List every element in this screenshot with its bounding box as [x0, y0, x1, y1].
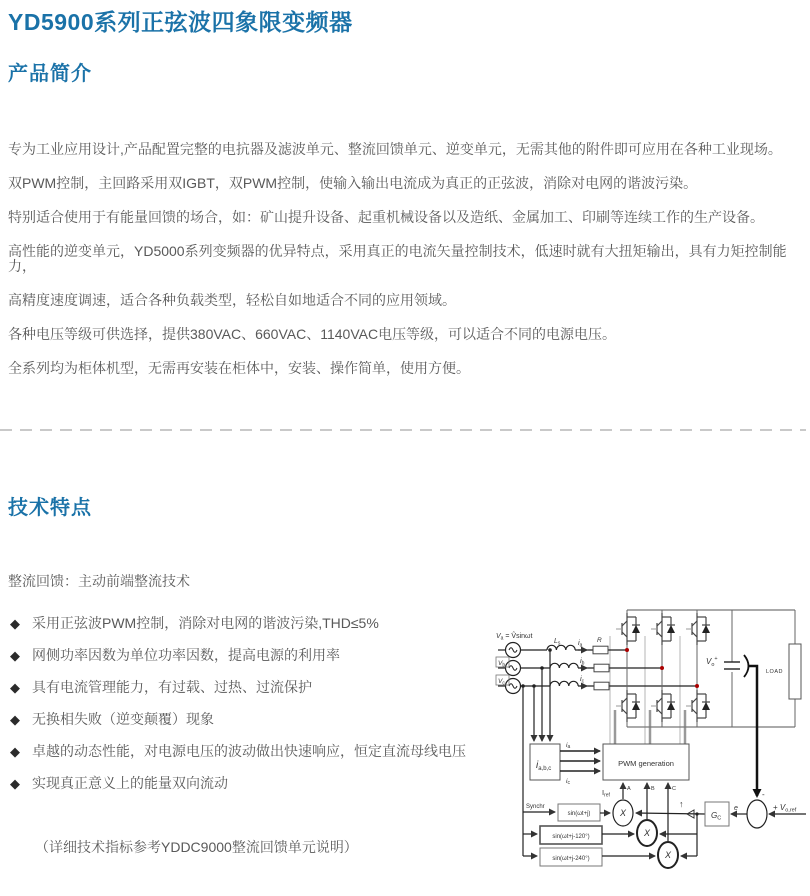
- phase-lines: [521, 645, 698, 690]
- sine-c-label: sin(ωt+j-240°): [552, 856, 590, 862]
- intro-paragraph: 高精度速度调速，适合各种负载类型，轻松自如地适合不同的应用领域。: [8, 292, 456, 308]
- feature-item: [10, 648, 466, 663]
- feature-text: 实现真正意义上的能量双向流动: [32, 775, 228, 791]
- minus-sign-label: -: [762, 790, 765, 799]
- current-c-label: $i_c$: [580, 674, 585, 685]
- intro-paragraph: 全系列均为柜体机型，无需再安装在柜体中，安装、操作简单，使用方便。: [8, 360, 470, 376]
- feature-intro-line: 整流回馈：主动前端整流技术: [8, 573, 190, 589]
- diamond-bullet-icon: ◆: [10, 776, 20, 791]
- diamond-bullet-icon: ◆: [10, 648, 20, 663]
- current-b-label: $i_b$: [580, 656, 585, 667]
- pwm-box-label: PWM generation: [618, 759, 674, 768]
- dc-voltage-label: $V_o^+$: [706, 656, 718, 668]
- circuit-diagram: [490, 596, 810, 881]
- sine-b-label: sin(ωt+j-120°): [552, 834, 590, 840]
- ac-sources: [496, 643, 521, 694]
- box-current-c-label: ic: [566, 778, 570, 787]
- multiplier-c-label: X: [664, 850, 672, 860]
- feature-item: [10, 616, 466, 631]
- load-label: LOAD: [766, 669, 783, 675]
- feature-item: [10, 712, 466, 727]
- feature-item: [10, 744, 466, 759]
- phase-b-label: B: [651, 786, 655, 792]
- box-current-a-label: ia: [566, 742, 571, 751]
- feature-text: 具有电流管理能力，有过载、过热、过流保护: [32, 679, 312, 695]
- current-a-label: $i_a$: [578, 638, 583, 649]
- iref-label: $I_{ref}$: [602, 788, 610, 799]
- feature-item: [10, 680, 466, 695]
- sync-label: Synchr: [526, 804, 545, 810]
- intro-paragraphs: [8, 142, 804, 395]
- resistor-label: R: [597, 637, 602, 644]
- intro-paragraph: 专为工业应用设计,产品配置完整的电抗器及滤波单元、整流回馈单元、逆变单元，无需其他的附件即可应用在各种工业现场。: [8, 141, 782, 157]
- diamond-bullet-icon: ◆: [10, 744, 20, 759]
- dc-bus-and-load: [724, 610, 801, 727]
- section-heading-tech-features: 技术特点: [8, 497, 92, 519]
- feature-item: [10, 776, 466, 791]
- source-formula-label: $V_a$ = V̂sinωt: [496, 633, 533, 642]
- diamond-bullet-icon: ◆: [10, 680, 20, 695]
- page-title: YD5900系列正弦波四象限变频器: [8, 9, 353, 35]
- footnote: （详细技术指标参考YDDC9000整流回馈单元说明）: [35, 839, 358, 855]
- multiplier-a-label: X: [619, 808, 627, 818]
- feature-text: 采用正弦波PWM控制，消除对电网的谐波污染,THD≤5%: [32, 615, 379, 631]
- diamond-bullet-icon: ◆: [10, 616, 20, 631]
- intro-paragraph: 各种电压等级可供选择，提供380VAC、660VAC、1140VAC电压等级，可以适合不同的电源电压。: [8, 326, 617, 342]
- source-c-label: $V_c$: [498, 678, 505, 687]
- diamond-bullet-icon: ◆: [10, 712, 20, 727]
- feature-list: [10, 616, 466, 791]
- intro-paragraph: 特别适合使用于有能量回馈的场合，如：矿山提升设备、起重机械设备以及造纸、金属加工、印刷等连续工作的生产设备。: [8, 209, 764, 225]
- vref-label: + Vo,ref: [773, 803, 797, 814]
- up-arrow-icon: ↑: [679, 799, 684, 809]
- intro-paragraph: 双PWM控制，主回路采用双IGBT，双PWM控制，使输入输出电流成为真正的正弦波，消除对电网的谐波污染。: [8, 175, 698, 191]
- feature-text: 无换相失败（逆变颠覆）现象: [32, 711, 214, 727]
- dashed-divider: [0, 429, 806, 431]
- section-heading-product-intro: 产品简介: [8, 63, 92, 85]
- sine-a-label: sin(ωt+j): [567, 811, 591, 817]
- voltage-feedback-line: [749, 666, 757, 796]
- feature-text: 网侧功率因数为单位功率因数，提高电源的利用率: [32, 647, 340, 663]
- phase-c-label: C: [672, 786, 676, 792]
- source-b-label: $V_b$: [498, 660, 506, 669]
- current-box-label: $i_{a,b,c}$: [536, 760, 552, 772]
- inductor-label: $L_s$: [554, 638, 561, 647]
- intro-paragraph: 高性能的逆变单元，YD5000系列变频器的优异特点，采用真正的电流矢量控制技术，低速时就有大扭矩输出，具有力矩控制能力，: [8, 243, 787, 274]
- feature-text: 卓越的动态性能，对电源电压的波动做出快速响应，恒定直流母线电压: [32, 743, 466, 759]
- phase-a-label: A: [627, 786, 631, 792]
- multiplier-b-label: X: [643, 828, 651, 838]
- error-label: e: [734, 805, 738, 812]
- gc-box-label: GC: [711, 811, 722, 822]
- gate-drive-wires: [610, 636, 685, 744]
